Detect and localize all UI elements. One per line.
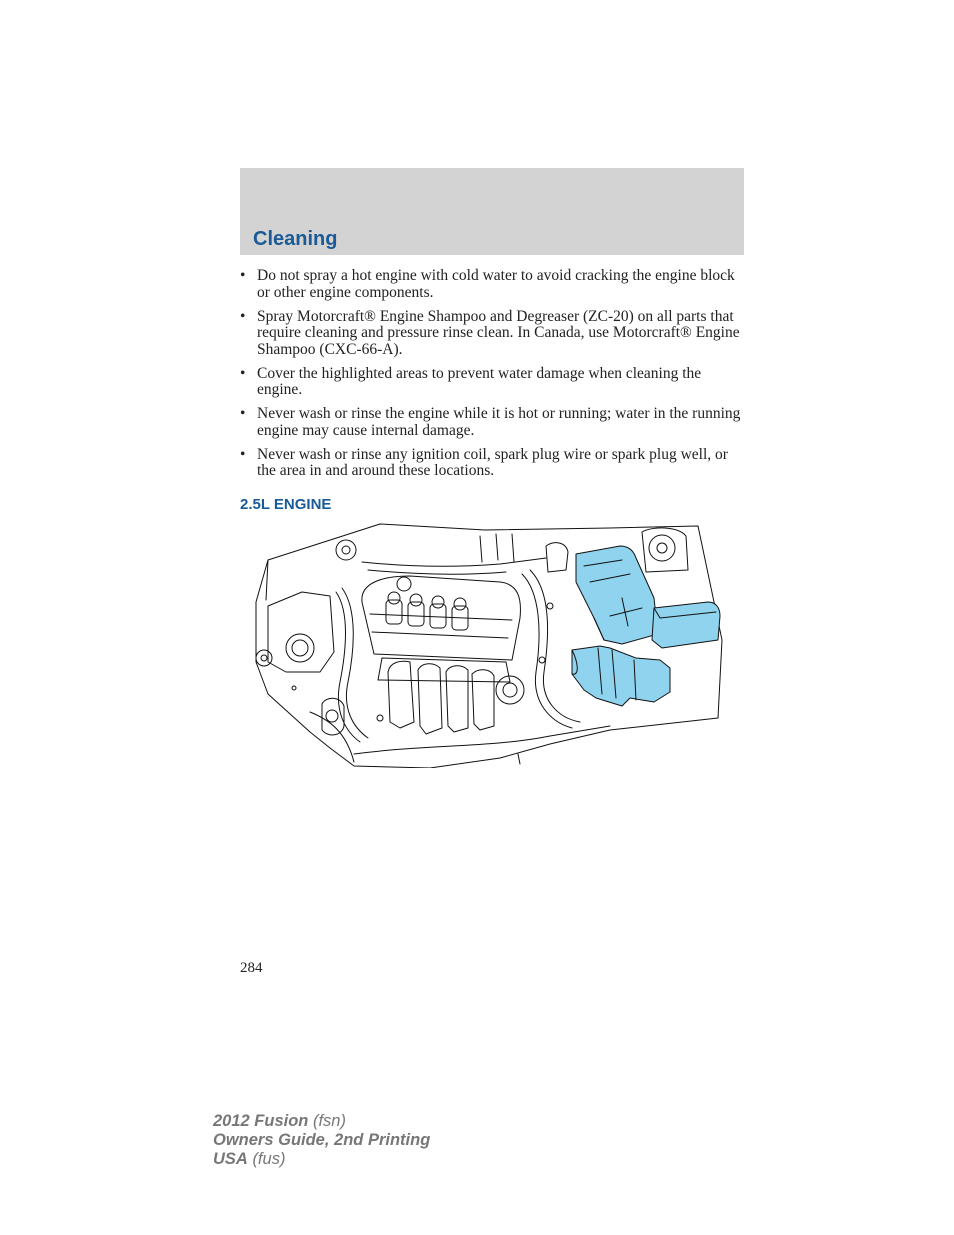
page-number: 284 [240, 960, 263, 976]
left-strut-tower [336, 540, 356, 560]
thermostat-housing [322, 698, 344, 735]
oil-filler-cap [397, 577, 411, 591]
bullet-item: • Never wash or rinse the engine while it is hot or running; water in the running engine may cause internal damage. [240, 406, 744, 439]
reservoir-cap [286, 634, 314, 662]
bullet-item: • Never wash or rinse any ignition coil, spark plug wire or spark plug well, or the area in and around these locations. [240, 447, 744, 480]
footer-line-2 [213, 1131, 430, 1150]
footer-market-code: (fus) [252, 1150, 286, 1168]
footer-line-1 [213, 1112, 430, 1131]
document-footer [213, 1112, 430, 1169]
bullet-item: • Do not spray a hot engine with cold water to avoid cracking the engine block or other engine components. [240, 268, 744, 301]
section-title: Cleaning [253, 228, 338, 250]
footer-line-3 [213, 1150, 430, 1169]
fuse-box-highlight [652, 602, 720, 648]
compartment-outline [256, 524, 722, 768]
intake-manifold [388, 661, 414, 728]
footer-market: USA [213, 1150, 248, 1168]
bullet-item: • Cover the highlighted areas to prevent water damage when cleaning the engine. [240, 366, 744, 399]
air-intake-highlight [572, 646, 670, 706]
cleaning-bullet-list [240, 268, 744, 487]
bullet-item: • Spray Motorcraft® Engine Shampoo and Degreaser (ZC-20) on all parts that require cleaning and pressure rinse clean. In Canada, use Motorcraft® Engine Shampoo (CXC-66-A). [240, 309, 744, 359]
engine-subheading: 2.5L ENGINE [240, 496, 332, 513]
footer-guide-edition: Owners Guide, 2nd Printing [213, 1131, 431, 1149]
footer-model-code: (fsn) [312, 1112, 346, 1130]
footer-model: 2012 Fusion [213, 1112, 309, 1130]
engine-compartment-illustration [250, 522, 724, 768]
right-strut-tower [649, 535, 675, 561]
coolant-reservoir [268, 592, 334, 672]
